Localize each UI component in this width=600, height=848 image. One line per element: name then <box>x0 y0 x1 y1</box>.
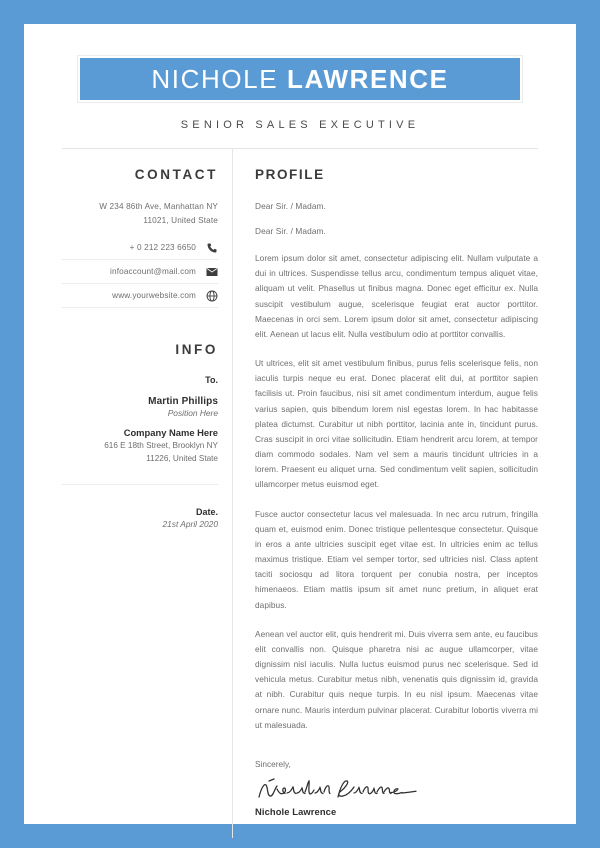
signature-image <box>255 775 538 805</box>
signer-name: Nichole Lawrence <box>255 805 337 817</box>
recipient-name: Martin Phillips <box>148 396 218 408</box>
paragraph-2: Ut ultrices, elit sit amet vestibulum finibus, purus felis scelerisque felis, non iaculis turpis neque eu erat. Donec placerat elit dui, at porttitor sapien facilisis ut. Proin faucibus, nisi sit amet condimentum interdum, augue felis varius sapien, quis bibendum lorem nisl egestas lorem. In hac habitasse platea dictumst. Curabitur ut nibh porttitor, lacinia ante in, tincidunt purus. Cras suscipit in orci vitae sollicitudin. Etiam hendrerit arcu lorem, at tempor diam commodo sodales. Nam vel sem a mauris tincidunt ultricies in a lorem. Praesent eu aliquet urna. Sed condimentum velit sapien, sollicitudin ullamcorper metus euismod eget. <box>255 358 538 490</box>
info-section <box>62 342 218 465</box>
contact-row-phone[interactable] <box>62 236 218 260</box>
contact-row-email[interactable] <box>62 260 218 284</box>
name-banner <box>78 56 522 102</box>
sidebar <box>62 149 232 843</box>
date-divider <box>62 484 218 485</box>
address-line-2: 11021, United State <box>143 215 218 225</box>
first-name: NICHOLE <box>151 63 279 94</box>
document-header <box>62 50 538 149</box>
paragraph-1: Lorem ipsum dolor sit amet, consectetur adipiscing elit. Nullam vulputate a dui in ultrices. Suspendisse tellus arcu, condimentum tempus aliquet vitae, aliquam ut velit. Phasellus ut finibus magna. Donec eget efficitur ex. Nulla suscipit vestibulum augue, scelerisque feugiat erat auctor porttitor. Maecenas in orci sem. Lorem ipsum dolor sit amet, consectetur adipiscing elit. Aenean ut lacus elit. Nulla vestibulum odio at porttitor convallis. <box>255 253 538 339</box>
profile-heading: PROFILE <box>255 167 325 182</box>
to-label: To. <box>205 375 218 386</box>
salutation-2: Dear Sir. / Madam. <box>255 226 326 236</box>
full-name <box>151 64 448 95</box>
paragraph-3: Fusce auctor consectetur lacus vel malesuada. In nec arcu rutrum, fringilla quam et, euismod enim. Donec tristique pellentesque consectetur. Quisque in eros a ante ultricies suscipit eget vitae est. In ultricies enim ac tellus maximus tristique. Etiam vel semper tortor, sed ultricies nisl. Class aptent taciti sociosqu ad litora torquent per conubia nostra, per inceptos himenaeos. Etiam mattis ipsum sit amet nunc pretium, in aliquet erat dapibus. <box>255 508 538 610</box>
globe-icon <box>205 289 218 302</box>
date-label: Date. <box>195 507 218 518</box>
company-address-line-1: 616 E 18th Street, Brooklyn NY <box>104 441 218 451</box>
email-address: infoaccount@mail.com <box>110 267 196 277</box>
contact-address <box>62 200 218 227</box>
salutation-1: Dear Sir. / Madam. <box>255 201 326 211</box>
date-section <box>62 507 218 529</box>
phone-number: + 0 212 223 6650 <box>129 243 196 253</box>
info-heading: INFO <box>175 342 218 358</box>
envelope-icon <box>205 265 218 278</box>
address-line-1: W 234 86th Ave, Manhattan NY <box>99 202 218 211</box>
last-name: LAWRENCE <box>287 63 449 94</box>
company-address <box>62 439 218 465</box>
letter-body <box>233 149 538 843</box>
company-address-line-2: 11226, United State <box>146 454 218 464</box>
company-name: Company Name Here <box>123 427 218 439</box>
phone-icon <box>205 241 218 254</box>
sign-off: Sincerely, <box>255 758 291 769</box>
job-title: SENIOR SALES EXECUTIVE <box>180 119 420 131</box>
contact-row-website[interactable] <box>62 284 218 308</box>
paragraph-4: Aenean vel auctor elit, quis hendrerit mi. Duis viverra sem ante, eu faucibus elit convallis non. Quisque pharetra nisi ac augue ullamcorper, vitae dignissim nisl iaculis. Nulla luctus euismod purus nec scelerisque. Sed id vehicula metus. Curabitur metus nibh, venenatis quis dignissim id, gravida at nibh. Curabitur quis neque turpis. In eu nisl ipsum. Maecenas vitae ornare nunc. Mauris interdum pulvinar placerat. Curabitur lobortis viverra mi ut malesuada. <box>255 628 538 730</box>
recipient-position: Position Here <box>167 408 218 419</box>
website-url: www.yourwebsite.com <box>112 291 196 301</box>
date-value: 21st April 2020 <box>162 519 218 530</box>
resume-page <box>24 24 576 824</box>
content-columns <box>62 149 538 843</box>
contact-heading: CONTACT <box>134 167 218 182</box>
